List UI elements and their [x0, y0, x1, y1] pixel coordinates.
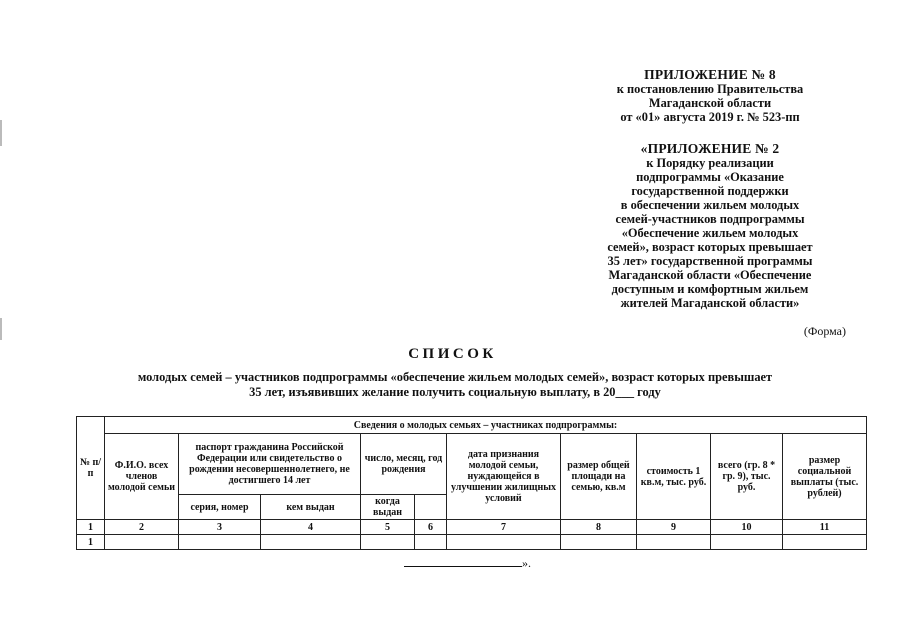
scan-edge-mark — [0, 318, 2, 340]
appendix-header — [560, 68, 860, 310]
table-cell — [447, 535, 561, 550]
header-total: всего (гр. 8 * гр. 9), тыс. руб. — [711, 434, 783, 520]
header-series: серия, номер — [179, 495, 261, 520]
table-cell — [711, 535, 783, 550]
list-subtitle — [60, 370, 850, 400]
column-number-cell: 4 — [261, 520, 361, 535]
form-label: (Форма) — [803, 324, 846, 338]
appendix-line: Магаданской области — [648, 96, 772, 110]
table-cell — [361, 535, 415, 550]
table-row — [77, 535, 867, 550]
header-passport: паспорт гражданина Российской Федерации или свидетельство о рождении несовершеннолетнего, не достигшего 14 лет — [179, 434, 361, 495]
appendix-line: к постановлению Правительства — [616, 82, 804, 96]
column-number-cell: 1 — [77, 520, 105, 535]
column-number-cell: 10 — [711, 520, 783, 535]
appendix2-title: «ПРИЛОЖЕНИЕ № 2 — [640, 141, 780, 156]
column-number-cell: 8 — [561, 520, 637, 535]
appendix2-line: «Обеспечение жильем молодых — [621, 226, 799, 240]
header-birth-date: число, месяц, год рождения — [361, 434, 447, 495]
column-number-cell: 5 — [361, 520, 415, 535]
header-number: № п/п — [77, 417, 105, 520]
signature-line — [404, 556, 531, 571]
scan-edge-mark — [0, 120, 2, 146]
header-recognition-date: дата признания молодой семьи, нуждающейся в улучшении жилищных условий — [447, 434, 561, 520]
appendix2-line: 35 лет» государственной программы — [607, 254, 813, 268]
column-number-cell: 2 — [105, 520, 179, 535]
header-area: размер общей площади на семью, кв.м — [561, 434, 637, 520]
signature-blank — [404, 556, 522, 567]
appendix2-line: подпрограммы «Оказание — [636, 170, 784, 184]
header-cost: стоимость 1 кв.м, тыс. руб. — [637, 434, 711, 520]
column-number-cell: 9 — [637, 520, 711, 535]
column-number-cell: 3 — [179, 520, 261, 535]
table-cell — [561, 535, 637, 550]
closing-quote: ». — [522, 556, 531, 570]
appendix-title: ПРИЛОЖЕНИЕ № 8 — [644, 67, 776, 82]
list-subtitle-line: 35 лет, изъявивших желание получить социальную выплату, в 20___ году — [249, 385, 661, 399]
header-group: Сведения о молодых семьях – участниках подпрограммы: — [105, 417, 867, 434]
appendix2-line: Магаданской области «Обеспечение — [608, 268, 812, 282]
appendix2-line: жителей Магаданской области» — [620, 296, 800, 310]
list-title: СПИСОК — [408, 346, 497, 362]
appendix2-line: семей-участников подпрограммы — [615, 212, 805, 226]
column-number-cell: 11 — [783, 520, 867, 535]
appendix2-line: семей», возраст которых превышает — [607, 240, 813, 254]
appendix2-line: доступным и комфортным жильем — [611, 282, 809, 296]
appendix2-line: к Порядку реализации — [646, 156, 774, 170]
header-payment: размер социальной выплаты (тыс. рублей) — [783, 434, 867, 520]
header-fio: Ф.И.О. всех членов молодой семьи — [105, 434, 179, 520]
table-cell — [783, 535, 867, 550]
column-number-cell: 6 — [415, 520, 447, 535]
header-when-issued: когда выдан — [361, 495, 415, 520]
table-cell — [637, 535, 711, 550]
appendix-line: от «01» августа 2019 г. № 523-пп — [620, 110, 800, 124]
column-number-cell: 7 — [447, 520, 561, 535]
families-table — [76, 416, 867, 550]
list-subtitle-line: молодых семей – участников подпрограммы «обеспечение жильем молодых семей», возраст которых превышает — [137, 370, 773, 384]
table-cell — [415, 535, 447, 550]
table-cell: 1 — [77, 535, 105, 550]
appendix2-line: в обеспечении жильем молодых — [620, 198, 800, 212]
table-cell — [261, 535, 361, 550]
table-cell — [105, 535, 179, 550]
table-cell — [179, 535, 261, 550]
appendix2-line: государственной поддержки — [631, 184, 789, 198]
header-issued-by: кем выдан — [261, 495, 361, 520]
header-empty — [415, 495, 447, 520]
